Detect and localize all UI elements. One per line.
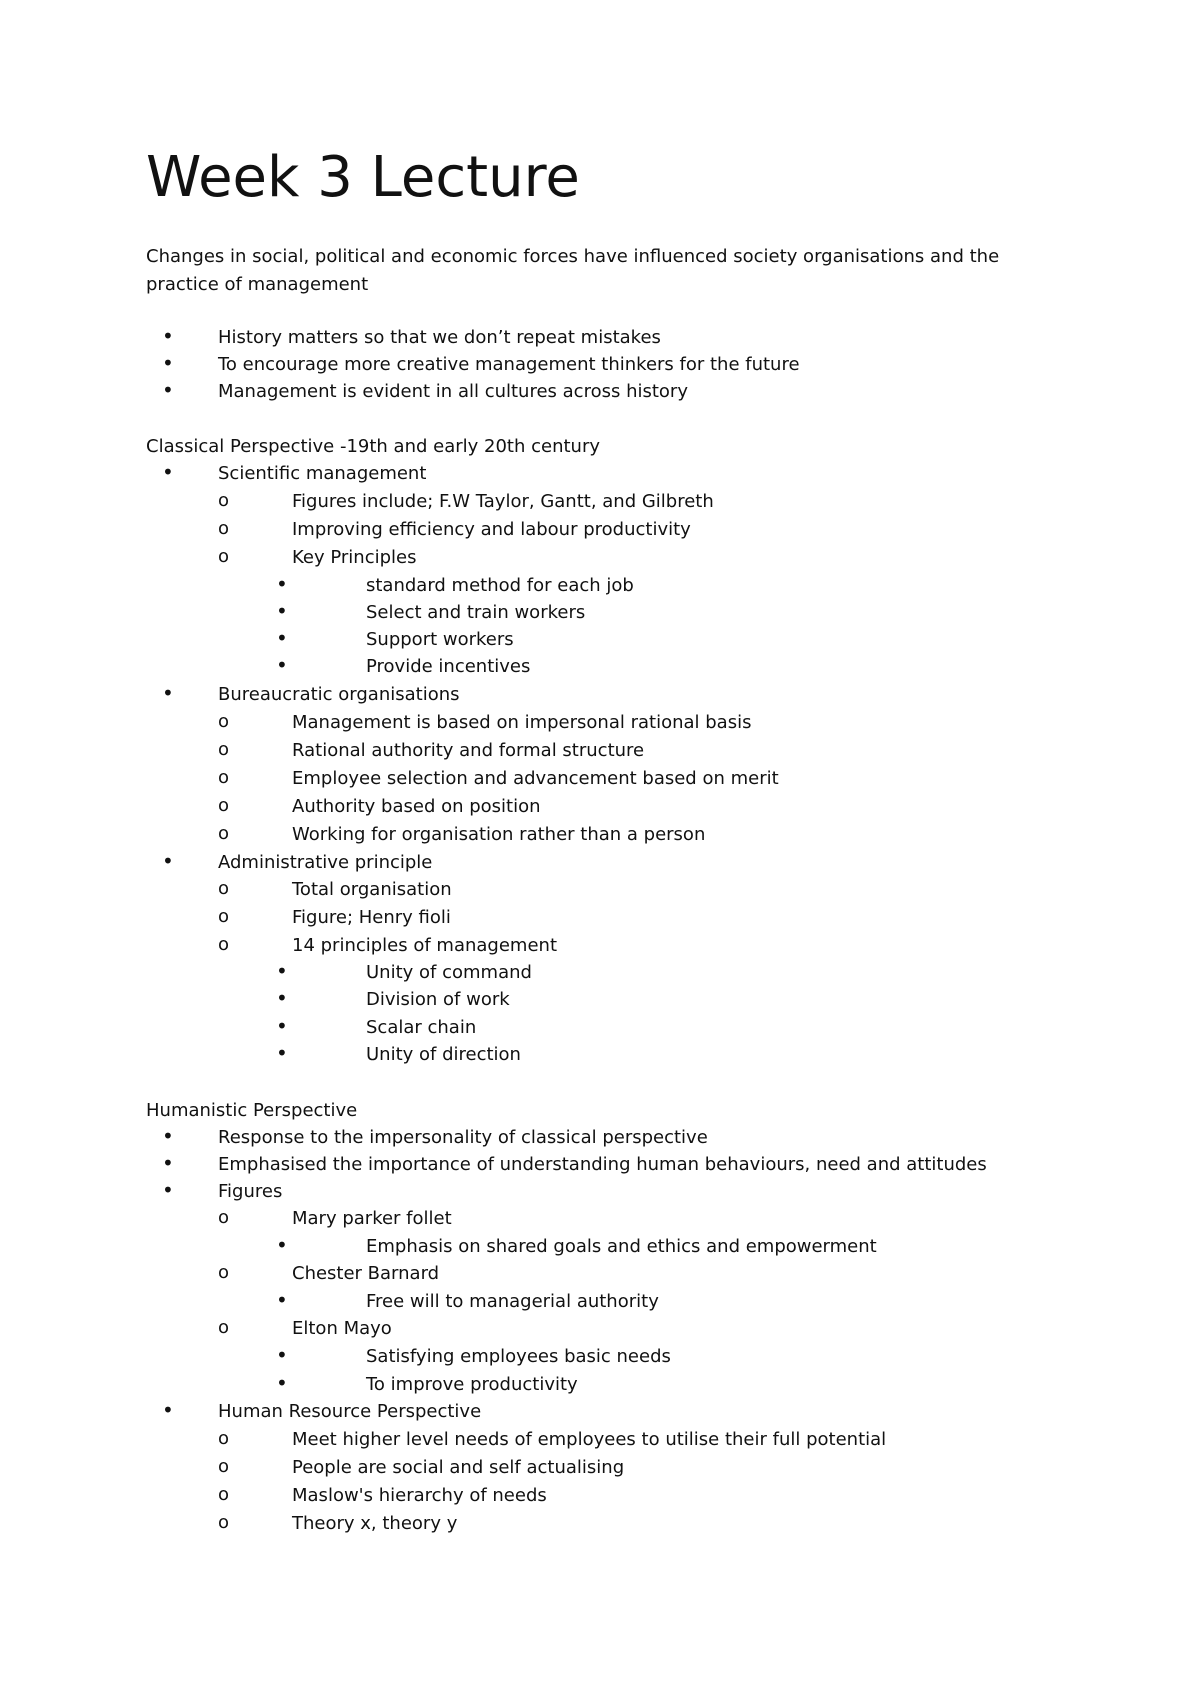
list-item-level-2: People are social and self actualising: [292, 1457, 625, 1478]
hollow-bullet-icon: o: [218, 1484, 230, 1505]
document-title: Week 3 Lecture: [146, 145, 580, 210]
bullet-icon: •: [276, 1233, 288, 1257]
list-item-level-3: Select and train workers: [366, 602, 586, 623]
hollow-bullet-icon: o: [218, 934, 230, 955]
bullet-icon: •: [276, 653, 288, 677]
list-item-level-3: Support workers: [366, 629, 514, 650]
bullet-icon: •: [162, 460, 174, 484]
hollow-bullet-icon: o: [218, 795, 230, 816]
hollow-bullet-icon: o: [218, 767, 230, 788]
hollow-bullet-icon: o: [218, 1456, 230, 1477]
bullet-icon: •: [276, 626, 288, 650]
list-item-level-2: Theory x, theory y: [292, 1513, 458, 1534]
bullet-icon: •: [276, 1288, 288, 1312]
list-item-level-3: Unity of direction: [366, 1044, 521, 1065]
hollow-bullet-icon: o: [218, 1512, 230, 1533]
list-item-level-1: Response to the impersonality of classical perspective: [218, 1127, 708, 1148]
bullet-icon: •: [276, 1014, 288, 1038]
bullet-icon: •: [162, 324, 174, 348]
bullet-icon: •: [276, 1371, 288, 1395]
list-item-level-2: Rational authority and formal structure: [292, 740, 645, 761]
list-item-level-2: Total organisation: [292, 879, 452, 900]
bullet-icon: •: [276, 1343, 288, 1367]
hollow-bullet-icon: o: [218, 1428, 230, 1449]
hollow-bullet-icon: o: [218, 823, 230, 844]
list-item-level-2: Figure; Henry fioli: [292, 907, 451, 928]
bullet-icon: •: [162, 1398, 174, 1422]
hollow-bullet-icon: o: [218, 546, 230, 567]
list-item-level-1: To encourage more creative management thinkers for the future: [218, 354, 800, 375]
list-item-level-1: Human Resource Perspective: [218, 1401, 482, 1422]
list-item-level-3: Emphasis on shared goals and ethics and empowerment: [366, 1236, 877, 1257]
section-heading: Humanistic Perspective: [146, 1100, 358, 1121]
section-heading: Classical Perspective -19th and early 20th century: [146, 436, 601, 457]
list-item-level-1: Scientific management: [218, 463, 427, 484]
list-item-level-3: Division of work: [366, 989, 510, 1010]
list-item-level-2: Elton Mayo: [292, 1318, 392, 1339]
bullet-icon: •: [276, 1041, 288, 1065]
bullet-icon: •: [276, 986, 288, 1010]
list-item-level-2: Figures include; F.W Taylor, Gantt, and Gilbreth: [292, 491, 714, 512]
bullet-icon: •: [276, 959, 288, 983]
list-item-level-2: Working for organisation rather than a person: [292, 824, 706, 845]
hollow-bullet-icon: o: [218, 1317, 230, 1338]
hollow-bullet-icon: o: [218, 1207, 230, 1228]
list-item-level-3: Unity of command: [366, 962, 532, 983]
hollow-bullet-icon: o: [218, 1262, 230, 1283]
list-item-level-2: Key Principles: [292, 547, 417, 568]
list-item-level-1: Management is evident in all cultures across history: [218, 381, 688, 402]
hollow-bullet-icon: o: [218, 739, 230, 760]
list-item-level-3: Free will to managerial authority: [366, 1291, 659, 1312]
bullet-icon: •: [162, 1178, 174, 1202]
list-item-level-1: Bureaucratic organisations: [218, 684, 460, 705]
hollow-bullet-icon: o: [218, 711, 230, 732]
bullet-icon: •: [162, 351, 174, 375]
bullet-icon: •: [162, 378, 174, 402]
intro-paragraph: Changes in social, political and economic forces have influenced society organisations and the practice of management: [146, 246, 1000, 295]
list-item-level-1: Administrative principle: [218, 852, 433, 873]
bullet-icon: •: [162, 1151, 174, 1175]
list-item-level-3: Satisfying employees basic needs: [366, 1346, 671, 1367]
bullet-icon: •: [276, 599, 288, 623]
list-item-level-2: Management is based on impersonal rational basis: [292, 712, 752, 733]
list-item-level-3: standard method for each job: [366, 575, 634, 596]
list-item-level-1: Emphasised the importance of understanding human behaviours, need and attitudes: [218, 1154, 987, 1175]
list-item-level-1: Figures: [218, 1181, 283, 1202]
list-item-level-2: 14 principles of management: [292, 935, 558, 956]
bullet-icon: •: [276, 572, 288, 596]
hollow-bullet-icon: o: [218, 906, 230, 927]
hollow-bullet-icon: o: [218, 518, 230, 539]
list-item-level-1: History matters so that we don’t repeat mistakes: [218, 327, 661, 348]
hollow-bullet-icon: o: [218, 490, 230, 511]
bullet-icon: •: [162, 849, 174, 873]
list-item-level-3: Provide incentives: [366, 656, 531, 677]
bullet-icon: •: [162, 681, 174, 705]
list-item-level-2: Improving efficiency and labour productivity: [292, 519, 691, 540]
list-item-level-2: Mary parker follet: [292, 1208, 452, 1229]
hollow-bullet-icon: o: [218, 878, 230, 899]
list-item-level-2: Authority based on position: [292, 796, 541, 817]
list-item-level-2: Meet higher level needs of employees to utilise their full potential: [292, 1429, 887, 1450]
list-item-level-2: Employee selection and advancement based on merit: [292, 768, 779, 789]
list-item-level-2: Maslow's hierarchy of needs: [292, 1485, 547, 1506]
list-item-level-3: Scalar chain: [366, 1017, 477, 1038]
list-item-level-3: To improve productivity: [366, 1374, 578, 1395]
bullet-icon: •: [162, 1124, 174, 1148]
list-item-level-2: Chester Barnard: [292, 1263, 440, 1284]
